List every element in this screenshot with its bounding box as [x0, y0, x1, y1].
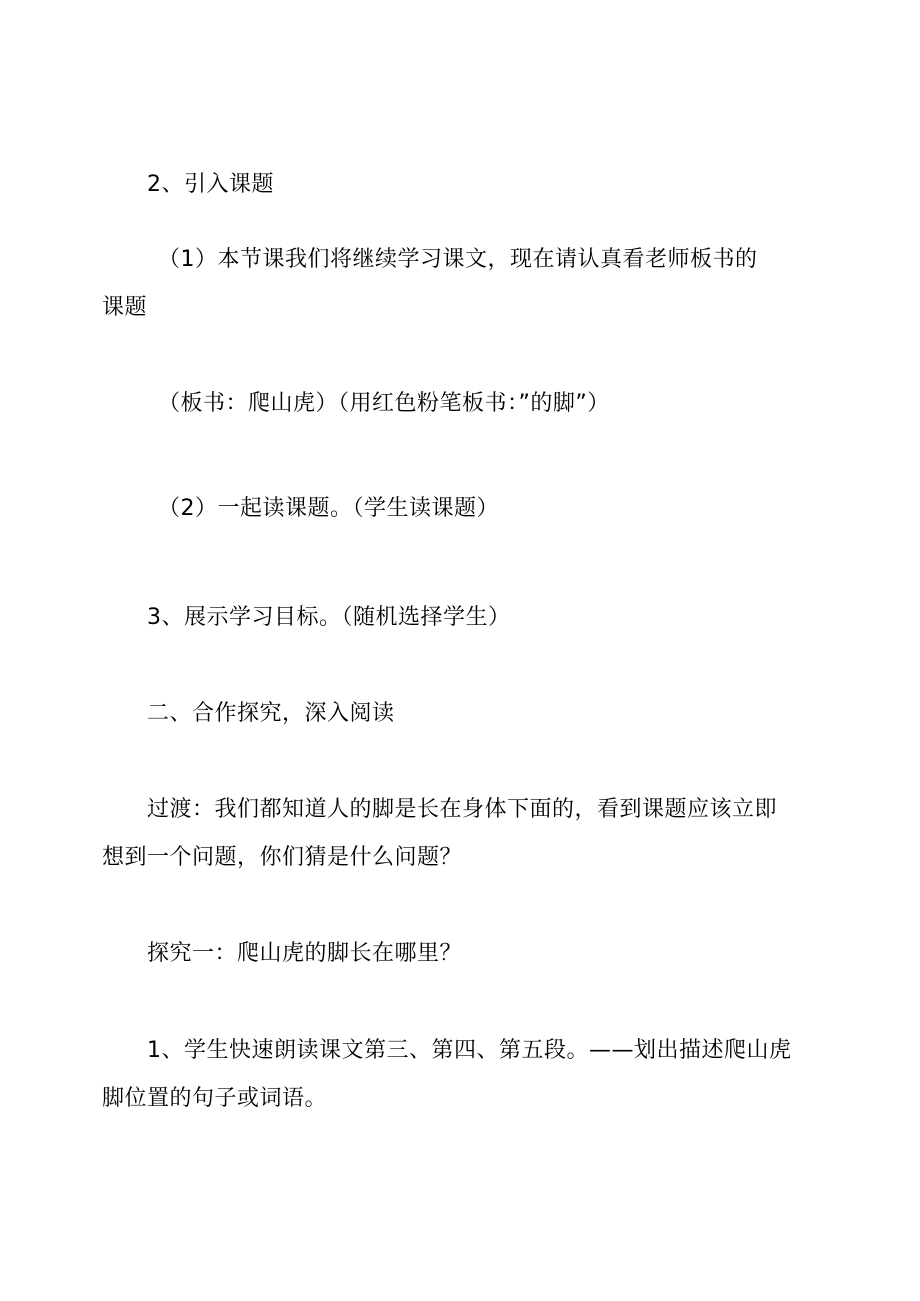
paragraph-line: 1、学生快速朗读课文第三、第四、第五段。——划出描述爬山虎	[147, 1038, 792, 1063]
paragraph-line: （板书：爬山虎）（用红色粉笔板书：”的脚”）	[158, 391, 610, 416]
paragraph-line: （2）一起读课题。（学生读课题）	[158, 496, 499, 521]
section-heading-introduce-topic: 2、引入课题	[147, 172, 274, 197]
paragraph-line: （1）本节课我们将继续学习课文，现在请认真看老师板书的	[158, 247, 758, 272]
paragraph-line: 课题	[102, 295, 148, 320]
paragraph-line: 想到一个问题，你们猜是什么问题？	[102, 845, 463, 870]
section-heading-show-goals: 3、展示学习目标。（随机选择学生）	[147, 605, 511, 630]
section-heading-inquiry-one: 探究一：爬山虎的脚长在哪里？	[147, 941, 463, 966]
paragraph-line: 过渡：我们都知道人的脚是长在身体下面的，看到课题应该立即	[147, 797, 778, 822]
section-heading-cooperative-inquiry: 二、合作探究，深入阅读	[147, 701, 395, 726]
paragraph-line: 脚位置的句子或词语。	[102, 1086, 328, 1111]
